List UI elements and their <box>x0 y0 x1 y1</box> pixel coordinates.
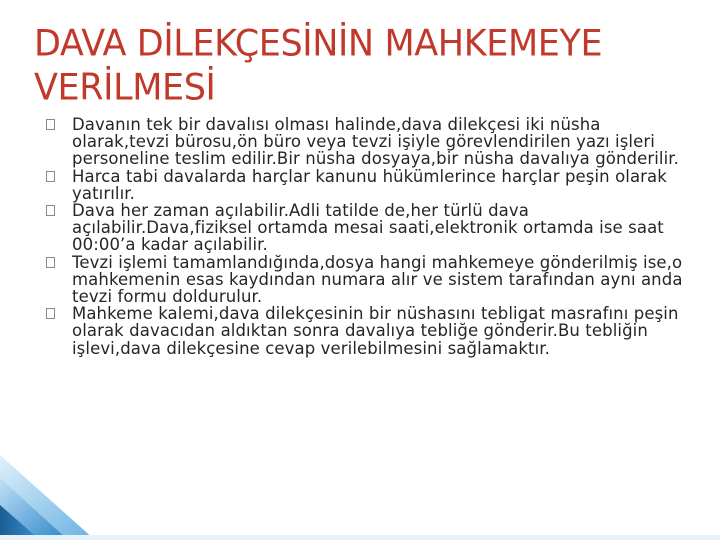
list-item <box>46 305 686 357</box>
slide-title <box>34 22 694 110</box>
corner-shape-mid <box>0 478 68 540</box>
bullet-list <box>46 116 686 357</box>
title-line-2: VERİLMESİ <box>34 67 216 110</box>
list-item <box>46 202 686 254</box>
corner-shape-dark <box>0 505 40 540</box>
list-item-text: Davanın tek bir davalısı olması halinde,dava dilekçesi iki nüsha olarak,tevzi bürosu,ön büro veya tevzi işiyle görevlendirilen yazı işleri personeline teslim edilir.Bir nüsha dosyaya,bir nüsha davalıya gönderilir. <box>72 115 680 169</box>
square-bullet-icon <box>46 308 55 319</box>
square-bullet-icon <box>46 119 55 130</box>
list-item <box>46 168 686 202</box>
square-bullet-icon <box>46 171 55 182</box>
square-bullet-icon <box>46 257 55 268</box>
title-line-1: DAVA DİLEKÇESİNİN MAHKEMEYE <box>34 23 603 66</box>
list-item-text: Harca tabi davalarda harçlar kanunu hükümlerince harçlar peşin olarak yatırılır. <box>72 166 667 203</box>
list-item-text: Mahkeme kalemi,dava dilekçesinin bir nüshasını tebligat masrafını peşin olarak davacıdan aldıktan sonra davalıya tebliğe gönderir.Bu tebliğin işlevi,dava dilekçesine cevap verilebilmesini sağlamaktır. <box>72 304 679 358</box>
list-item <box>46 254 686 306</box>
list-item-text: Dava her zaman açılabilir.Adli tatilde de,her türlü dava açılabilir.Dava,fiziksel ortamda mesai saati,elektronik ortamda ise saat 00:00’a kadar açılabilir. <box>72 201 664 255</box>
list-item <box>46 116 686 168</box>
square-bullet-icon <box>46 205 55 216</box>
list-item-text: Tevzi işlemi tamamlandığında,dosya hangi mahkemeye gönderilmiş ise,o mahkemenin esas kaydından numara alır ve sistem tarafından aynı anda tevzi formu doldurulur. <box>72 252 683 307</box>
corner-shape-light <box>0 455 95 540</box>
corner-shape-base <box>0 535 720 540</box>
